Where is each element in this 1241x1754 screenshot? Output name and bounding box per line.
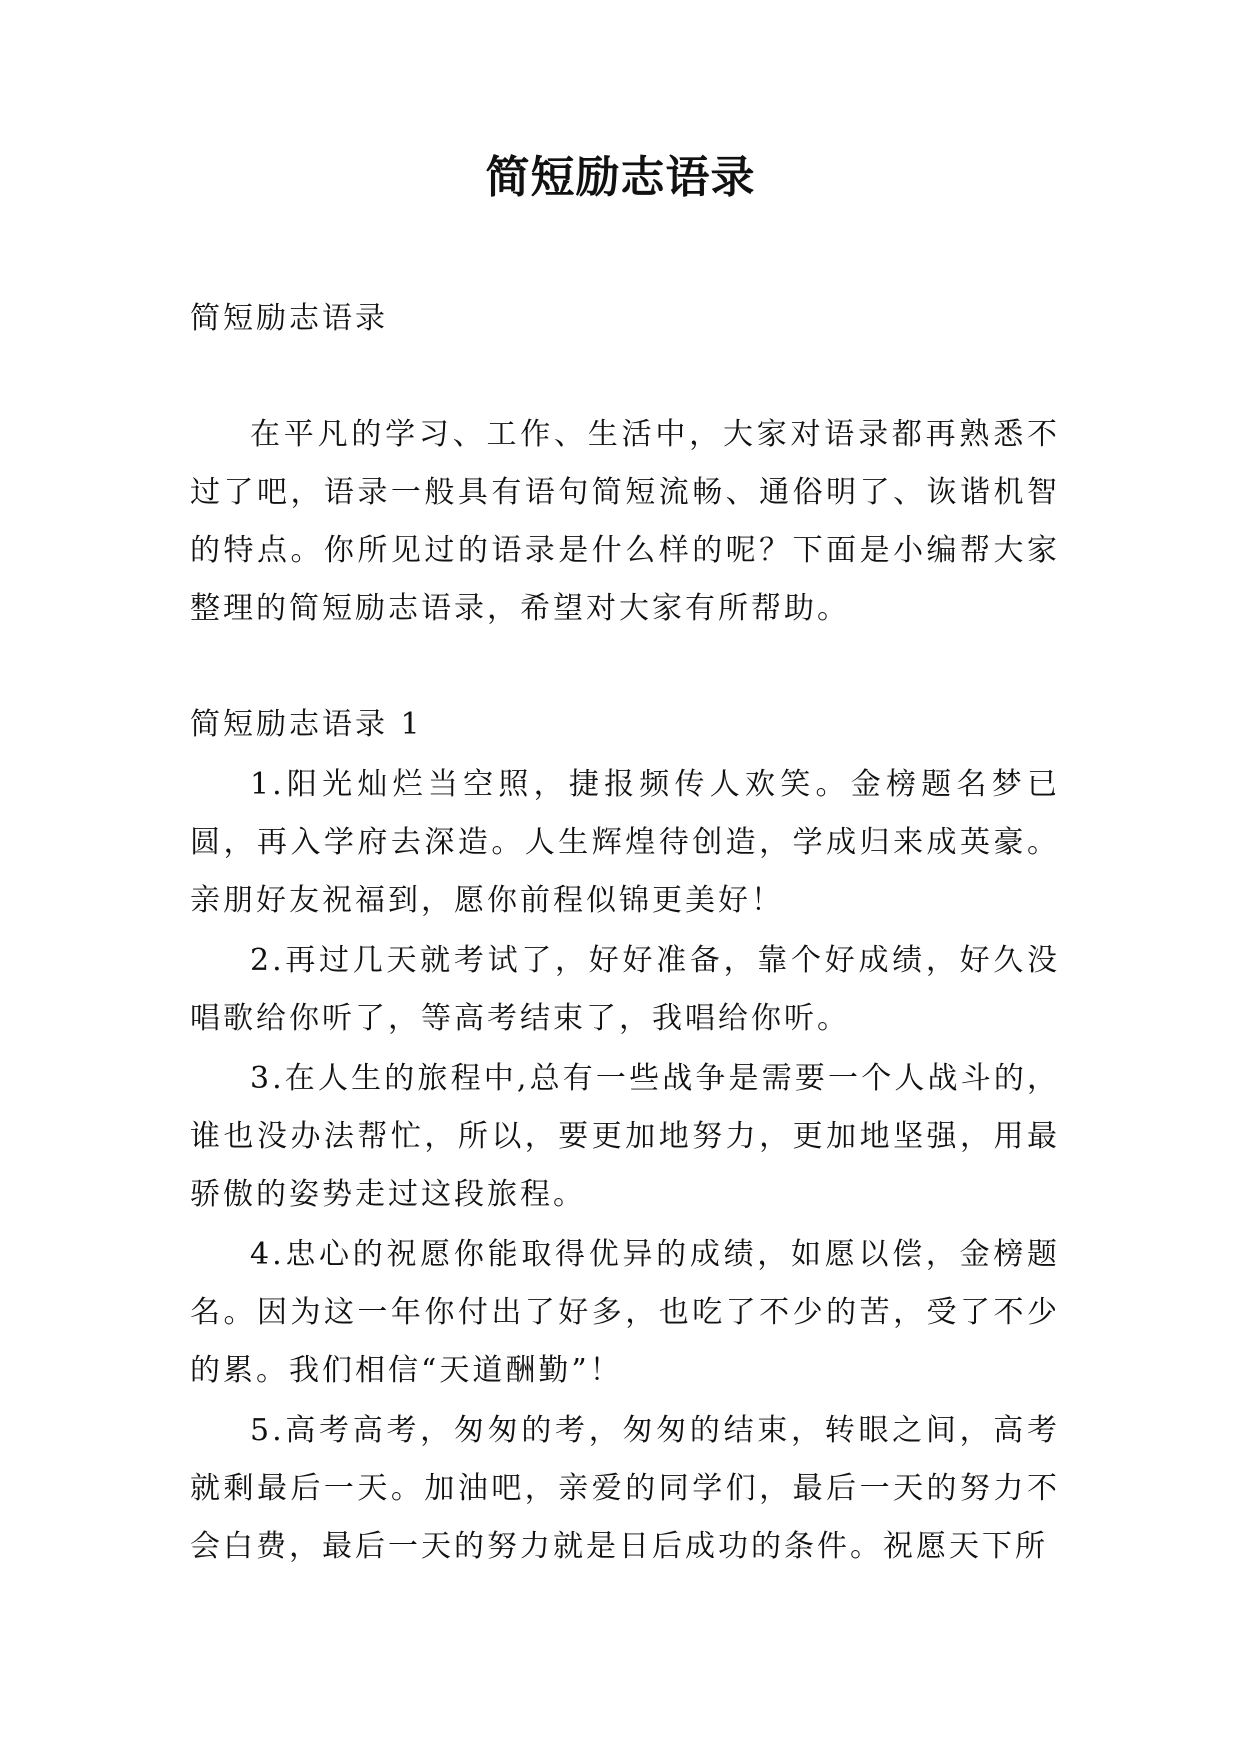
document-title: 简短励志语录: [485, 152, 756, 203]
document-subtitle: 简短励志语录: [190, 301, 388, 336]
intro-paragraph: 在平凡的学习、工作、生活中，大家对语录都再熟悉不过了吧，语录一般具有语句简短流畅、通俗明了、诙谐机智的特点。你所见过的语录是什么样的呢？下面是小编帮大家整理的简短励志语录，希望对大家有所帮助。: [190, 417, 1060, 626]
quote-item: 1.阳光灿烂当空照，捷报频传人欢笑。金榜题名梦已圆，再入学府去深造。人生辉煌待创造，学成归来成英豪。亲朋好友祝福到，愿你前程似锦更美好！: [190, 767, 1060, 918]
quote-item: 4.忠心的祝愿你能取得优异的成绩，如愿以偿，金榜题名。因为这一年你付出了好多，也吃了不少的苦，受了不少的累。我们相信“天道酬勤”！: [190, 1237, 1060, 1388]
quote-item: 5.高考高考，匆匆的考，匆匆的结束，转眼之间，高考就剩最后一天。加油吧，亲爱的同学们，最后一天的努力不会白费，最后一天的努力就是日后成功的条件。祝愿天下所: [190, 1413, 1060, 1564]
quote-item: 2.再过几天就考试了，好好准备，靠个好成绩，好久没唱歌给你听了，等高考结束了，我唱给你听。: [190, 943, 1060, 1036]
document-body: [190, 290, 1060, 1576]
section-heading: 简短励志语录 1: [190, 707, 423, 742]
quote-item: 3.在人生的旅程中,总有一些战争是需要一个人战斗的，谁也没办法帮忙，所以，要更加地努力，更加地坚强，用最骄傲的姿势走过这段旅程。: [190, 1061, 1060, 1212]
